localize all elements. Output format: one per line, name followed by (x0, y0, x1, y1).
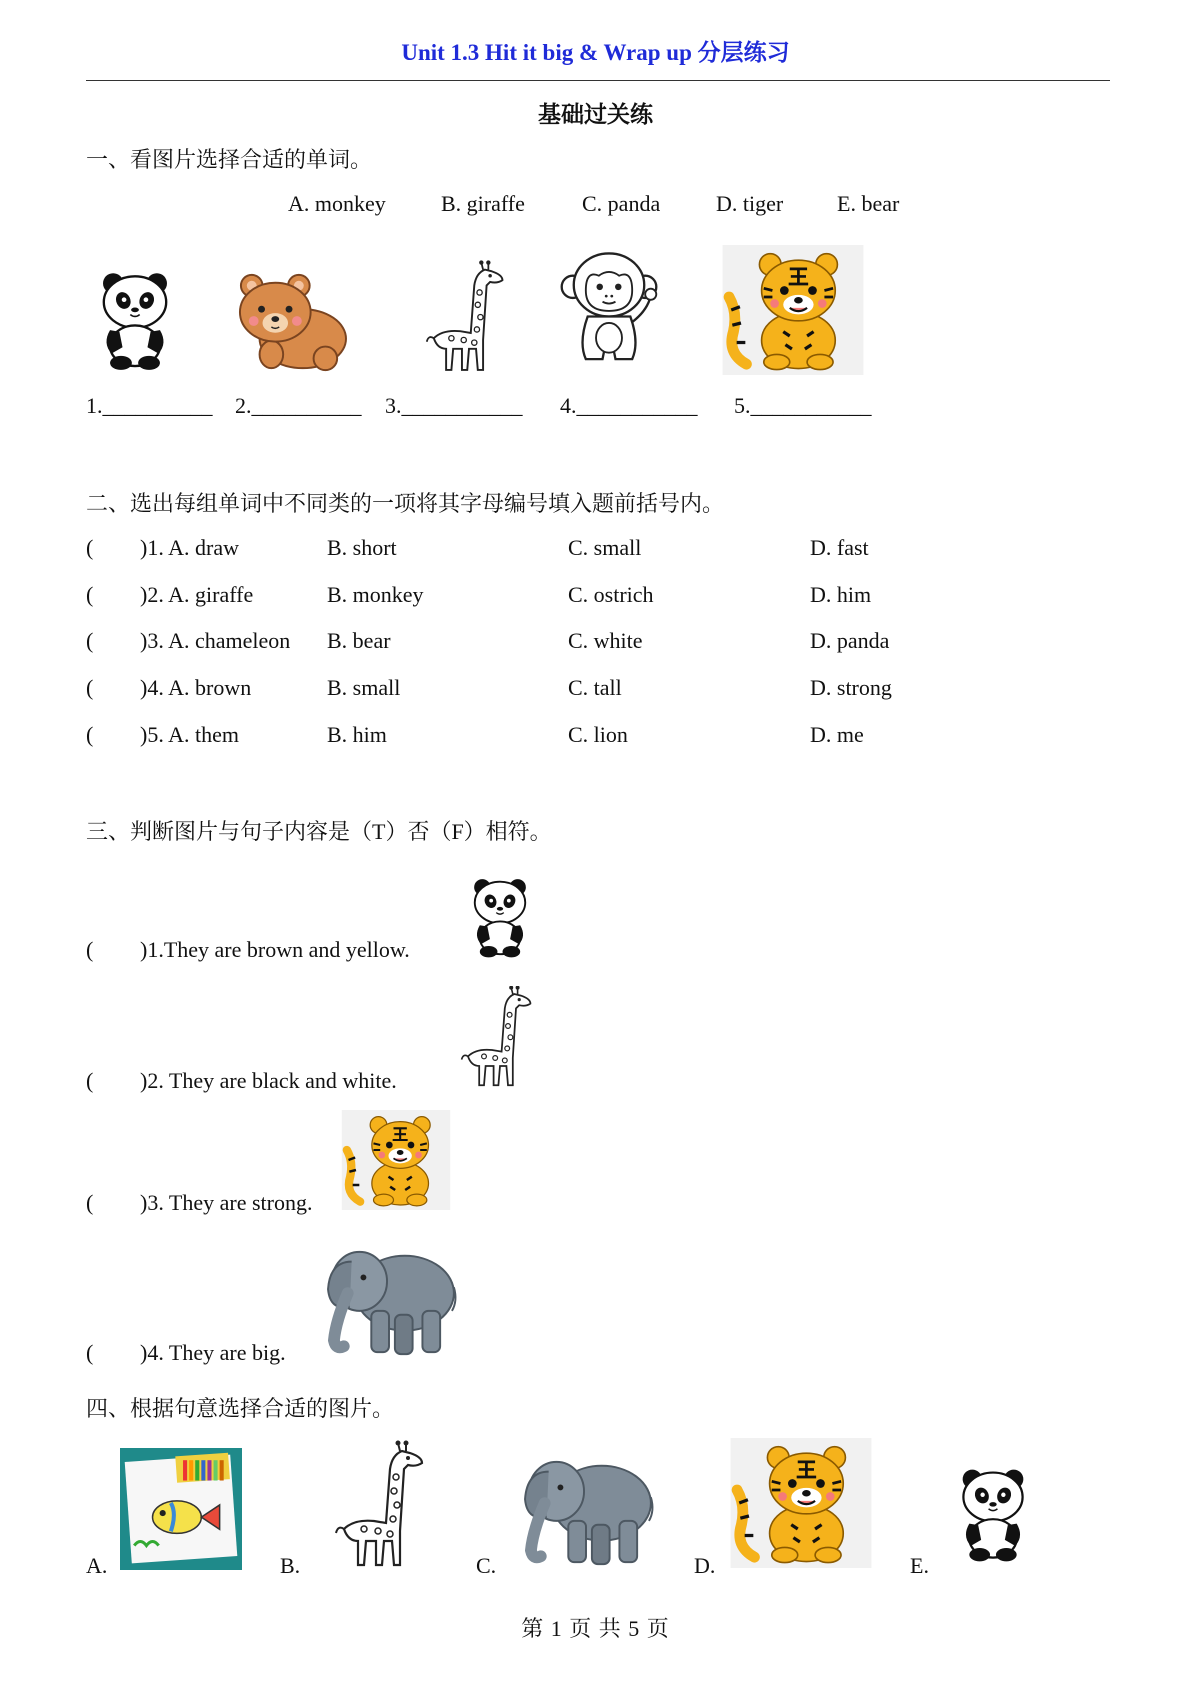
question-5-option-b: B. him (327, 722, 387, 747)
section-4-heading: 四、根据句意选择合适的图片。 (86, 1396, 395, 1421)
question-4-option-d: D. strong (810, 675, 892, 700)
option-e: E. bear (837, 191, 900, 216)
giraffe-picture (454, 986, 546, 1090)
question-1: )1. A. draw (140, 535, 239, 560)
answer-paren[interactable]: ( (86, 535, 94, 560)
panda-picture (96, 262, 174, 378)
bear-picture (232, 268, 350, 376)
question-2: )2. A. giraffe (140, 582, 254, 607)
tf-statement-2: )2. They are black and white. (140, 1068, 397, 1093)
answer-paren[interactable]: ( (86, 628, 94, 653)
answer-paren[interactable]: ( (86, 582, 94, 607)
tiger-picture (722, 245, 864, 375)
option-b: B. giraffe (441, 191, 525, 216)
picture-label-d: D. (694, 1553, 716, 1578)
elephant-picture (318, 1242, 460, 1360)
document-subtitle: 基础过关练 (538, 102, 653, 127)
option-c: C. panda (582, 191, 661, 216)
question-3-option-c: C. white (568, 628, 643, 653)
tf-statement-3: )3. They are strong. (140, 1190, 313, 1215)
question-5-option-c: C. lion (568, 722, 628, 747)
answer-paren[interactable]: ( (86, 1340, 94, 1365)
question-1-option-c: C. small (568, 535, 642, 560)
option-a: A. monkey (288, 191, 386, 216)
question-4-option-b: B. small (327, 675, 401, 700)
tf-statement-1: )1.They are brown and yellow. (140, 937, 410, 962)
giraffe-picture (334, 1440, 434, 1572)
document-title: Unit 1.3 Hit it big & Wrap up 分层练习 (401, 40, 790, 65)
elephant-picture (515, 1452, 657, 1570)
answer-blank-1[interactable]: 1.__________ (86, 393, 213, 418)
tf-statement-4: )4. They are big. (140, 1340, 286, 1365)
question-3-option-d: D. panda (810, 628, 890, 653)
picture-label-c: C. (476, 1553, 497, 1578)
answer-paren[interactable]: ( (86, 937, 94, 962)
picture-label-b: B. (280, 1553, 301, 1578)
question-3-option-b: B. bear (327, 628, 391, 653)
question-4-option-c: C. tall (568, 675, 622, 700)
answer-paren[interactable]: ( (86, 1068, 94, 1093)
question-5: )5. A. them (140, 722, 239, 747)
tiger-picture (730, 1438, 872, 1568)
monkey-picture (558, 244, 660, 376)
section-1-heading: 一、看图片选择合适的单词。 (86, 147, 373, 172)
answer-blank-2[interactable]: 2.__________ (235, 393, 362, 418)
answer-paren[interactable]: ( (86, 1190, 94, 1215)
picture-label-a: A. (86, 1553, 108, 1578)
answer-blank-4[interactable]: 4.___________ (560, 393, 698, 418)
giraffe-picture (425, 258, 513, 378)
page-footer: 第 1 页 共 5 页 (521, 1616, 670, 1641)
panda-picture (956, 1458, 1030, 1570)
question-1-option-d: D. fast (810, 535, 869, 560)
header-divider (86, 80, 1110, 81)
answer-paren[interactable]: ( (86, 675, 94, 700)
section-3-heading: 三、判断图片与句子内容是（T）否（F）相符。 (86, 819, 552, 844)
question-1-option-b: B. short (327, 535, 397, 560)
question-5-option-d: D. me (810, 722, 864, 747)
question-2-option-b: B. monkey (327, 582, 424, 607)
question-2-option-d: D. him (810, 582, 872, 607)
coloring-book-picture (120, 1448, 242, 1570)
answer-blank-5[interactable]: 5.___________ (734, 393, 872, 418)
question-2-option-c: C. ostrich (568, 582, 654, 607)
tiger-picture (341, 1110, 451, 1210)
question-4: )4. A. brown (140, 675, 252, 700)
question-3: )3. A. chameleon (140, 628, 291, 653)
section-2-heading: 二、选出每组单词中不同类的一项将其字母编号填入题前括号内。 (86, 491, 725, 516)
panda-picture (465, 876, 535, 958)
option-d: D. tiger (716, 191, 784, 216)
answer-paren[interactable]: ( (86, 722, 94, 747)
answer-blank-3[interactable]: 3.___________ (385, 393, 523, 418)
picture-label-e: E. (910, 1553, 929, 1578)
